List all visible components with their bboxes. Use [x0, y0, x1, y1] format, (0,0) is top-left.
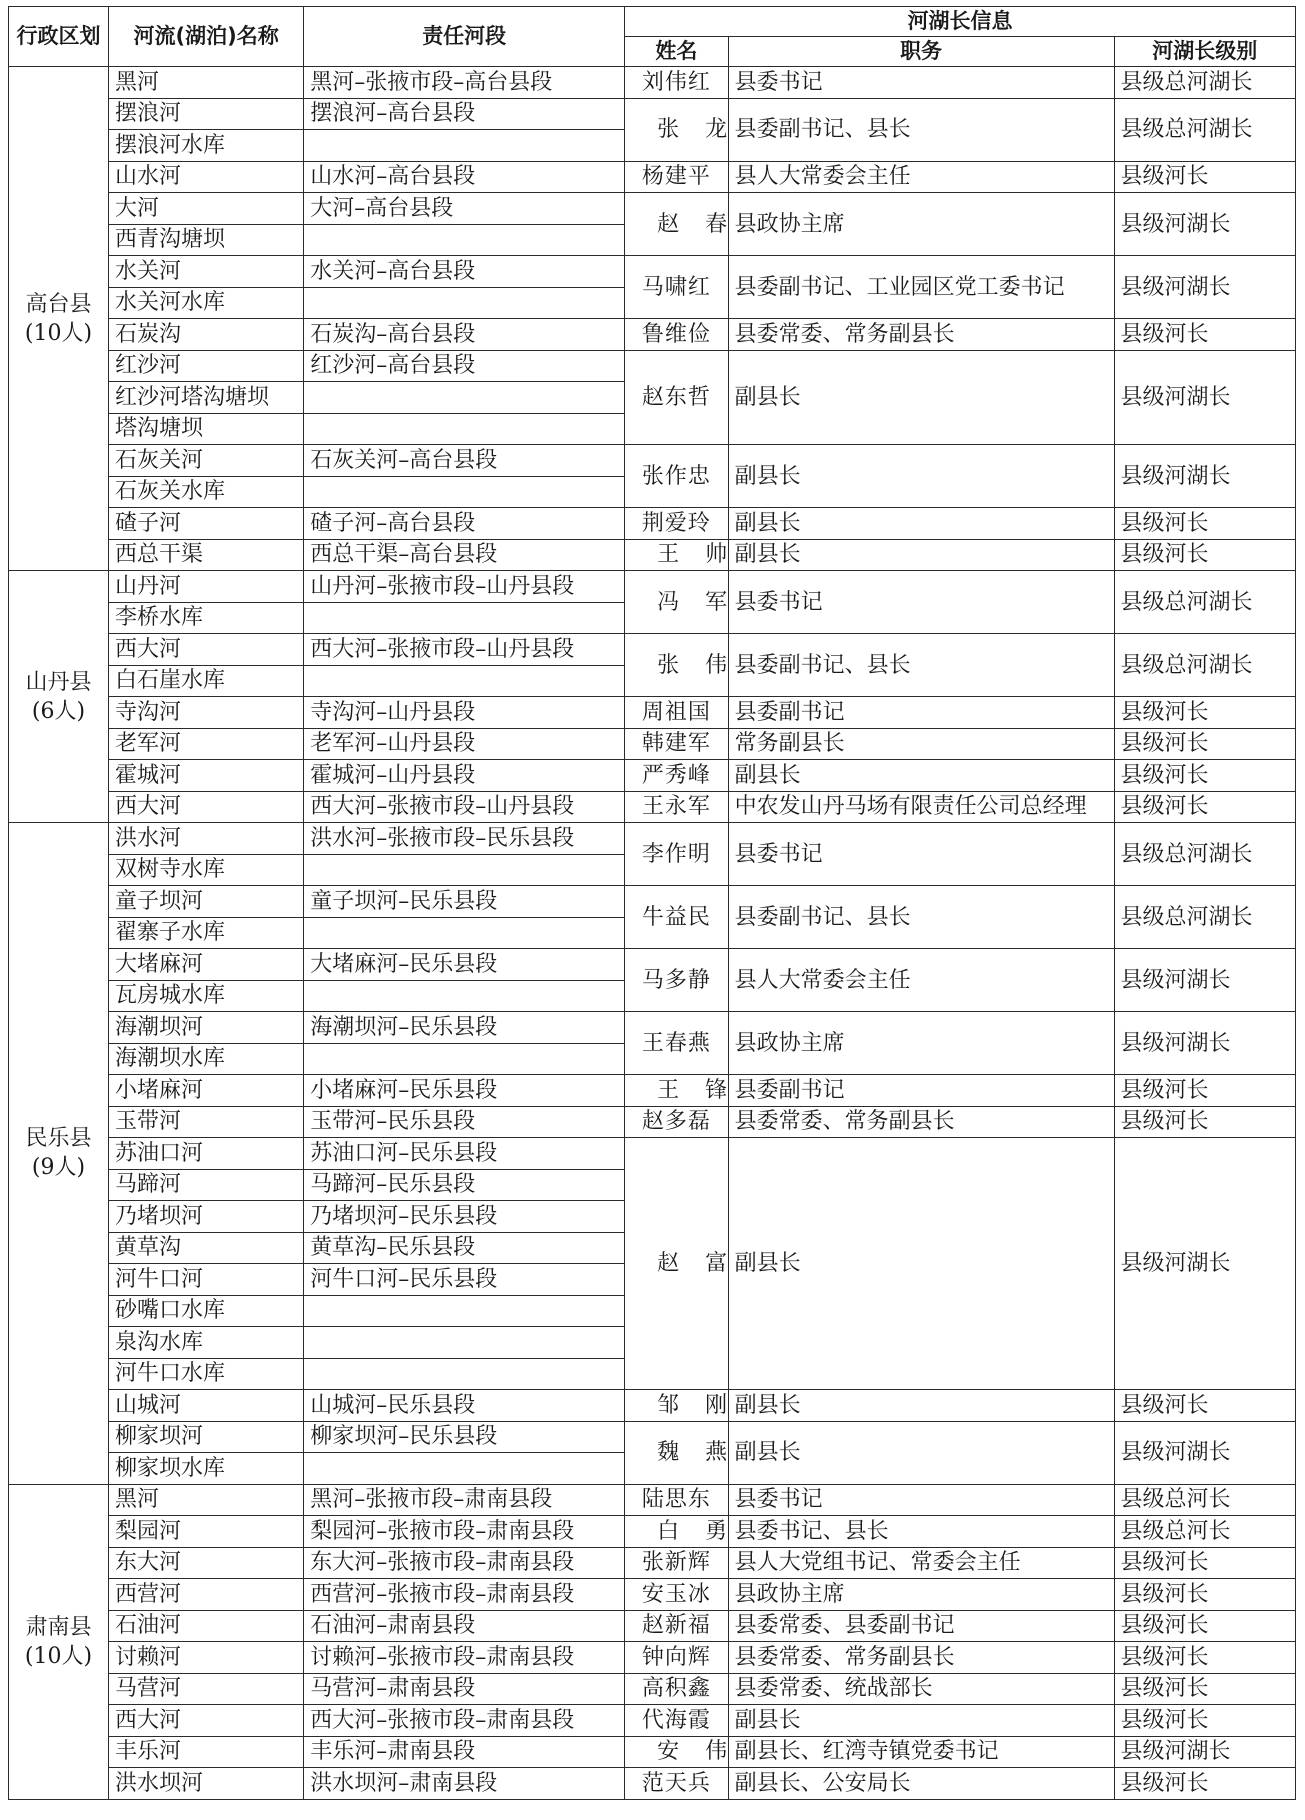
river-name-cell: 山城河	[108, 1390, 303, 1422]
river-name-cell: 西青沟塘坝	[108, 224, 303, 256]
chief-name-cell: 陆思东	[625, 1484, 728, 1516]
segment-cell	[304, 224, 625, 256]
chief-position-cell: 县委常委、统战部长	[728, 1673, 1114, 1705]
segment-cell	[304, 917, 625, 949]
chief-level-cell: 县级河长	[1114, 1768, 1295, 1800]
river-name-cell: 西大河	[108, 1705, 303, 1737]
river-name-cell: 西大河	[108, 634, 303, 666]
river-name-cell: 小堵麻河	[108, 1075, 303, 1107]
segment-cell	[304, 1295, 625, 1327]
river-name-cell: 西大河	[108, 791, 303, 823]
river-name-cell: 西总干渠	[108, 539, 303, 571]
river-name-cell: 黄草沟	[108, 1232, 303, 1264]
table-row	[9, 1736, 1296, 1768]
segment-cell	[304, 287, 625, 319]
table-row	[9, 445, 1296, 477]
chief-name-cell: 赵多磊	[625, 1106, 728, 1138]
region-cell	[9, 67, 109, 571]
table-row	[9, 1673, 1296, 1705]
table-row	[9, 1642, 1296, 1674]
chief-position-cell: 县委书记	[728, 571, 1114, 634]
segment-cell: 大河–高台县段	[304, 193, 625, 225]
chief-name-cell: 冯军	[625, 571, 728, 634]
river-name-cell: 水关河	[108, 256, 303, 288]
segment-cell: 山城河–民乐县段	[304, 1390, 625, 1422]
table-row	[9, 760, 1296, 792]
river-name-cell: 瓦房城水库	[108, 980, 303, 1012]
table-row	[9, 1705, 1296, 1737]
river-name-cell: 海潮坝水库	[108, 1043, 303, 1075]
chief-position-cell: 县委副书记、县长	[728, 634, 1114, 697]
river-name-cell: 苏油口河	[108, 1138, 303, 1170]
river-name-cell: 洪水河	[108, 823, 303, 855]
chief-name-cell: 魏燕	[625, 1421, 728, 1484]
river-name-cell: 石灰关河	[108, 445, 303, 477]
chief-level-cell: 县级河长	[1114, 1610, 1295, 1642]
chief-level-cell: 县级河长	[1114, 539, 1295, 571]
chief-position-cell: 县人大党组书记、常委会主任	[728, 1547, 1114, 1579]
table-body	[9, 67, 1296, 1800]
segment-cell: 黑河–张掖市段–肃南县段	[304, 1484, 625, 1516]
table-wrapper	[8, 6, 1296, 1800]
river-name-cell: 童子坝河	[108, 886, 303, 918]
chief-position-cell: 副县长	[728, 445, 1114, 508]
segment-cell: 老军河–山丹县段	[304, 728, 625, 760]
region-cell	[9, 823, 109, 1485]
chief-position-cell: 副县长	[728, 539, 1114, 571]
region-cell	[9, 571, 109, 823]
table-row	[9, 539, 1296, 571]
river-name-cell: 水关河水库	[108, 287, 303, 319]
river-name-cell: 红沙河	[108, 350, 303, 382]
segment-cell: 大堵麻河–民乐县段	[304, 949, 625, 981]
river-name-cell: 大河	[108, 193, 303, 225]
region-count: (9人)	[31, 1155, 86, 1181]
chief-level-cell: 县级河湖长	[1114, 256, 1295, 319]
segment-cell: 碴子河–高台县段	[304, 508, 625, 540]
chief-position-cell: 县委副书记、县长	[728, 886, 1114, 949]
river-name-cell: 马蹄河	[108, 1169, 303, 1201]
table-row	[9, 161, 1296, 193]
chief-name-cell: 钟向辉	[625, 1642, 728, 1674]
segment-cell: 马蹄河–民乐县段	[304, 1169, 625, 1201]
chief-level-cell: 县级总河湖长	[1114, 823, 1295, 886]
river-name-cell: 摆浪河	[108, 98, 303, 130]
table-row	[9, 1516, 1296, 1548]
chief-position-cell: 副县长	[728, 760, 1114, 792]
table-row	[9, 634, 1296, 666]
chief-position-cell: 副县长	[728, 1421, 1114, 1484]
river-name-cell: 柳家坝河	[108, 1421, 303, 1453]
river-name-cell: 石灰关水库	[108, 476, 303, 508]
chief-level-cell: 县级总河长	[1114, 1516, 1295, 1548]
segment-cell: 东大河–张掖市段–肃南县段	[304, 1547, 625, 1579]
chief-name-cell: 赵春	[625, 193, 728, 256]
river-name-cell: 霍城河	[108, 760, 303, 792]
segment-cell: 童子坝河–民乐县段	[304, 886, 625, 918]
chief-level-cell: 县级河长	[1114, 1705, 1295, 1737]
chief-name-cell: 安玉冰	[625, 1579, 728, 1611]
river-name-cell: 砂嘴口水库	[108, 1295, 303, 1327]
chief-name-cell: 高积鑫	[625, 1673, 728, 1705]
chief-position-cell: 副县长、红湾寺镇党委书记	[728, 1736, 1114, 1768]
table-row	[9, 98, 1296, 130]
river-name-cell: 白石崖水库	[108, 665, 303, 697]
segment-cell	[304, 602, 625, 634]
segment-cell: 讨赖河–张掖市段–肃南县段	[304, 1642, 625, 1674]
chief-level-cell: 县级河长	[1114, 1579, 1295, 1611]
river-name-cell: 柳家坝水库	[108, 1453, 303, 1485]
river-name-cell: 玉带河	[108, 1106, 303, 1138]
chief-position-cell: 县委常委、县委副书记	[728, 1610, 1114, 1642]
chief-name-cell: 代海霞	[625, 1705, 728, 1737]
chief-name-cell: 张新辉	[625, 1547, 728, 1579]
river-name-cell: 山丹河	[108, 571, 303, 603]
chief-level-cell: 县级总河湖长	[1114, 886, 1295, 949]
table-row	[9, 886, 1296, 918]
segment-cell: 西大河–张掖市段–山丹县段	[304, 634, 625, 666]
segment-cell	[304, 413, 625, 445]
table-row	[9, 1390, 1296, 1422]
table-row	[9, 193, 1296, 225]
chief-position-cell: 县委书记、县长	[728, 1516, 1114, 1548]
river-name-cell: 大堵麻河	[108, 949, 303, 981]
chief-position-cell: 副县长	[728, 1138, 1114, 1390]
river-name-cell: 黑河	[108, 67, 303, 99]
segment-cell: 西大河–张掖市段–山丹县段	[304, 791, 625, 823]
chief-position-cell: 县委常委、常务副县长	[728, 1106, 1114, 1138]
chief-name-cell: 严秀峰	[625, 760, 728, 792]
header-name: 姓名	[625, 37, 728, 67]
river-name-cell: 寺沟河	[108, 697, 303, 729]
table-row	[9, 1547, 1296, 1579]
header-river: 河流(湖泊)名称	[108, 7, 303, 67]
chief-name-cell: 赵新福	[625, 1610, 728, 1642]
segment-cell	[304, 980, 625, 1012]
river-name-cell: 东大河	[108, 1547, 303, 1579]
chief-position-cell: 中农发山丹马场有限责任公司总经理	[728, 791, 1114, 823]
river-name-cell: 梨园河	[108, 1516, 303, 1548]
chief-position-cell: 副县长、公安局长	[728, 1768, 1114, 1800]
chief-name-cell: 王春燕	[625, 1012, 728, 1075]
chief-level-cell: 县级河长	[1114, 319, 1295, 351]
chief-level-cell: 县级河长	[1114, 791, 1295, 823]
chief-position-cell: 副县长	[728, 508, 1114, 540]
header-chief-info: 河湖长信息	[625, 7, 1296, 37]
chief-name-cell: 李作明	[625, 823, 728, 886]
segment-cell: 洪水坝河–肃南县段	[304, 1768, 625, 1800]
segment-cell	[304, 854, 625, 886]
table-row	[9, 350, 1296, 382]
river-name-cell: 石炭沟	[108, 319, 303, 351]
segment-cell: 霍城河–山丹县段	[304, 760, 625, 792]
chief-level-cell: 县级河湖长	[1114, 1138, 1295, 1390]
segment-cell: 石炭沟–高台县段	[304, 319, 625, 351]
table-row	[9, 571, 1296, 603]
chief-position-cell: 县政协主席	[728, 1012, 1114, 1075]
segment-cell: 河牛口河–民乐县段	[304, 1264, 625, 1296]
table-row	[9, 1768, 1296, 1800]
river-name-cell: 翟寨子水库	[108, 917, 303, 949]
chief-position-cell: 县委常委、常务副县长	[728, 1642, 1114, 1674]
chief-level-cell: 县级河长	[1114, 508, 1295, 540]
chief-position-cell: 副县长	[728, 350, 1114, 445]
river-name-cell: 西营河	[108, 1579, 303, 1611]
river-chief-table	[8, 6, 1296, 1800]
chief-position-cell: 常务副县长	[728, 728, 1114, 760]
table-row	[9, 508, 1296, 540]
table-row	[9, 949, 1296, 981]
table-row	[9, 1138, 1296, 1170]
chief-position-cell: 县委常委、常务副县长	[728, 319, 1114, 351]
segment-cell: 石油河–肃南县段	[304, 1610, 625, 1642]
table-row	[9, 1075, 1296, 1107]
segment-cell: 红沙河–高台县段	[304, 350, 625, 382]
region-name: 高台县	[25, 291, 92, 317]
region-name: 山丹县	[25, 669, 92, 695]
chief-name-cell: 赵东哲	[625, 350, 728, 445]
chief-level-cell: 县级河湖长	[1114, 193, 1295, 256]
chief-position-cell: 县委副书记	[728, 697, 1114, 729]
chief-level-cell: 县级河长	[1114, 697, 1295, 729]
chief-level-cell: 县级河长	[1114, 1673, 1295, 1705]
segment-cell: 摆浪河–高台县段	[304, 98, 625, 130]
chief-position-cell: 县人大常委会主任	[728, 949, 1114, 1012]
header-region: 行政区划	[9, 7, 109, 67]
chief-name-cell: 周祖国	[625, 697, 728, 729]
chief-name-cell: 张伟	[625, 634, 728, 697]
chief-level-cell: 县级河长	[1114, 1547, 1295, 1579]
chief-name-cell: 牛益民	[625, 886, 728, 949]
segment-cell	[304, 665, 625, 697]
river-name-cell: 河牛口水库	[108, 1358, 303, 1390]
chief-level-cell: 县级总河长	[1114, 1484, 1295, 1516]
chief-position-cell: 县委副书记	[728, 1075, 1114, 1107]
chief-position-cell: 县委副书记、工业园区党工委书记	[728, 256, 1114, 319]
segment-cell: 玉带河–民乐县段	[304, 1106, 625, 1138]
chief-position-cell: 县委书记	[728, 1484, 1114, 1516]
region-count: (6人)	[31, 698, 86, 724]
segment-cell	[304, 130, 625, 162]
segment-cell: 西营河–张掖市段–肃南县段	[304, 1579, 625, 1611]
segment-cell: 梨园河–张掖市段–肃南县段	[304, 1516, 625, 1548]
region-name: 民乐县	[25, 1126, 92, 1152]
chief-name-cell: 白勇	[625, 1516, 728, 1548]
segment-cell: 山水河–高台县段	[304, 161, 625, 193]
chief-name-cell: 马多静	[625, 949, 728, 1012]
river-name-cell: 塔沟塘坝	[108, 413, 303, 445]
river-name-cell: 石油河	[108, 1610, 303, 1642]
river-name-cell: 洪水坝河	[108, 1768, 303, 1800]
table-row	[9, 1421, 1296, 1453]
segment-cell: 小堵麻河–民乐县段	[304, 1075, 625, 1107]
table-row	[9, 1579, 1296, 1611]
chief-position-cell: 县人大常委会主任	[728, 161, 1114, 193]
segment-cell	[304, 1043, 625, 1075]
table-row	[9, 319, 1296, 351]
river-name-cell: 黑河	[108, 1484, 303, 1516]
table-row	[9, 728, 1296, 760]
chief-level-cell: 县级总河湖长	[1114, 571, 1295, 634]
segment-cell: 丰乐河–肃南县段	[304, 1736, 625, 1768]
segment-cell: 黑河–张掖市段–高台县段	[304, 67, 625, 99]
table-row	[9, 823, 1296, 855]
chief-level-cell: 县级总河湖长	[1114, 634, 1295, 697]
segment-cell: 石灰关河–高台县段	[304, 445, 625, 477]
header-segment: 责任河段	[304, 7, 625, 67]
river-name-cell: 泉沟水库	[108, 1327, 303, 1359]
chief-level-cell: 县级河湖长	[1114, 949, 1295, 1012]
segment-cell: 乃堵坝河–民乐县段	[304, 1201, 625, 1233]
table-row	[9, 256, 1296, 288]
chief-name-cell: 张龙	[625, 98, 728, 161]
chief-level-cell: 县级河湖长	[1114, 445, 1295, 508]
chief-position-cell: 县政协主席	[728, 1579, 1114, 1611]
table-row	[9, 791, 1296, 823]
chief-name-cell: 马啸红	[625, 256, 728, 319]
river-name-cell: 摆浪河水库	[108, 130, 303, 162]
header-position: 职务	[728, 37, 1114, 67]
chief-level-cell: 县级总河湖长	[1114, 98, 1295, 161]
segment-cell: 海潮坝河–民乐县段	[304, 1012, 625, 1044]
table-row	[9, 1484, 1296, 1516]
region-count: (10人)	[24, 320, 93, 346]
chief-name-cell: 邹刚	[625, 1390, 728, 1422]
chief-level-cell: 县级河长	[1114, 1390, 1295, 1422]
chief-position-cell: 副县长	[728, 1390, 1114, 1422]
region-count: (10人)	[24, 1643, 93, 1669]
chief-level-cell: 县级河长	[1114, 760, 1295, 792]
river-name-cell: 乃堵坝河	[108, 1201, 303, 1233]
chief-name-cell: 刘伟红	[625, 67, 728, 99]
chief-level-cell: 县级河长	[1114, 1106, 1295, 1138]
segment-cell: 马营河–肃南县段	[304, 1673, 625, 1705]
segment-cell: 水关河–高台县段	[304, 256, 625, 288]
header-level: 河湖长级别	[1114, 37, 1295, 67]
chief-level-cell: 县级河长	[1114, 1642, 1295, 1674]
chief-name-cell: 王永军	[625, 791, 728, 823]
segment-cell: 苏油口河–民乐县段	[304, 1138, 625, 1170]
segment-cell: 柳家坝河–民乐县段	[304, 1421, 625, 1453]
table-row	[9, 697, 1296, 729]
chief-level-cell: 县级河湖长	[1114, 1736, 1295, 1768]
river-name-cell: 讨赖河	[108, 1642, 303, 1674]
segment-cell: 山丹河–张掖市段–山丹县段	[304, 571, 625, 603]
river-name-cell: 山水河	[108, 161, 303, 193]
river-name-cell: 海潮坝河	[108, 1012, 303, 1044]
chief-level-cell: 县级总河湖长	[1114, 67, 1295, 99]
segment-cell	[304, 1453, 625, 1485]
chief-name-cell: 赵富	[625, 1138, 728, 1390]
region-name: 肃南县	[25, 1614, 92, 1640]
chief-position-cell: 副县长	[728, 1705, 1114, 1737]
river-name-cell: 丰乐河	[108, 1736, 303, 1768]
chief-name-cell: 王帅	[625, 539, 728, 571]
chief-level-cell: 县级河长	[1114, 161, 1295, 193]
chief-name-cell: 张作忠	[625, 445, 728, 508]
chief-position-cell: 县委书记	[728, 67, 1114, 99]
chief-level-cell: 县级河湖长	[1114, 1012, 1295, 1075]
chief-name-cell: 鲁维俭	[625, 319, 728, 351]
segment-cell: 西总干渠–高台县段	[304, 539, 625, 571]
river-name-cell: 李桥水库	[108, 602, 303, 634]
table-row	[9, 1610, 1296, 1642]
chief-level-cell: 县级河长	[1114, 1075, 1295, 1107]
table-row	[9, 1106, 1296, 1138]
river-name-cell: 红沙河塔沟塘坝	[108, 382, 303, 414]
river-name-cell: 老军河	[108, 728, 303, 760]
chief-name-cell: 韩建军	[625, 728, 728, 760]
segment-cell	[304, 1327, 625, 1359]
chief-position-cell: 县政协主席	[728, 193, 1114, 256]
chief-position-cell: 县委副书记、县长	[728, 98, 1114, 161]
chief-name-cell: 荆爱玲	[625, 508, 728, 540]
chief-name-cell: 王锋	[625, 1075, 728, 1107]
chief-level-cell: 县级河湖长	[1114, 1421, 1295, 1484]
segment-cell: 西大河–张掖市段–肃南县段	[304, 1705, 625, 1737]
chief-name-cell: 范天兵	[625, 1768, 728, 1800]
segment-cell: 黄草沟–民乐县段	[304, 1232, 625, 1264]
segment-cell	[304, 476, 625, 508]
segment-cell: 寺沟河–山丹县段	[304, 697, 625, 729]
chief-name-cell: 杨建平	[625, 161, 728, 193]
river-name-cell: 马营河	[108, 1673, 303, 1705]
river-name-cell: 河牛口河	[108, 1264, 303, 1296]
table-row	[9, 67, 1296, 99]
table-header	[9, 7, 1296, 67]
segment-cell: 洪水河–张掖市段–民乐县段	[304, 823, 625, 855]
river-name-cell: 双树寺水库	[108, 854, 303, 886]
river-name-cell: 碴子河	[108, 508, 303, 540]
table-row	[9, 1012, 1296, 1044]
segment-cell	[304, 382, 625, 414]
chief-name-cell: 安伟	[625, 1736, 728, 1768]
chief-level-cell: 县级河湖长	[1114, 350, 1295, 445]
segment-cell	[304, 1358, 625, 1390]
region-cell	[9, 1484, 109, 1799]
chief-position-cell: 县委书记	[728, 823, 1114, 886]
chief-level-cell: 县级河长	[1114, 728, 1295, 760]
